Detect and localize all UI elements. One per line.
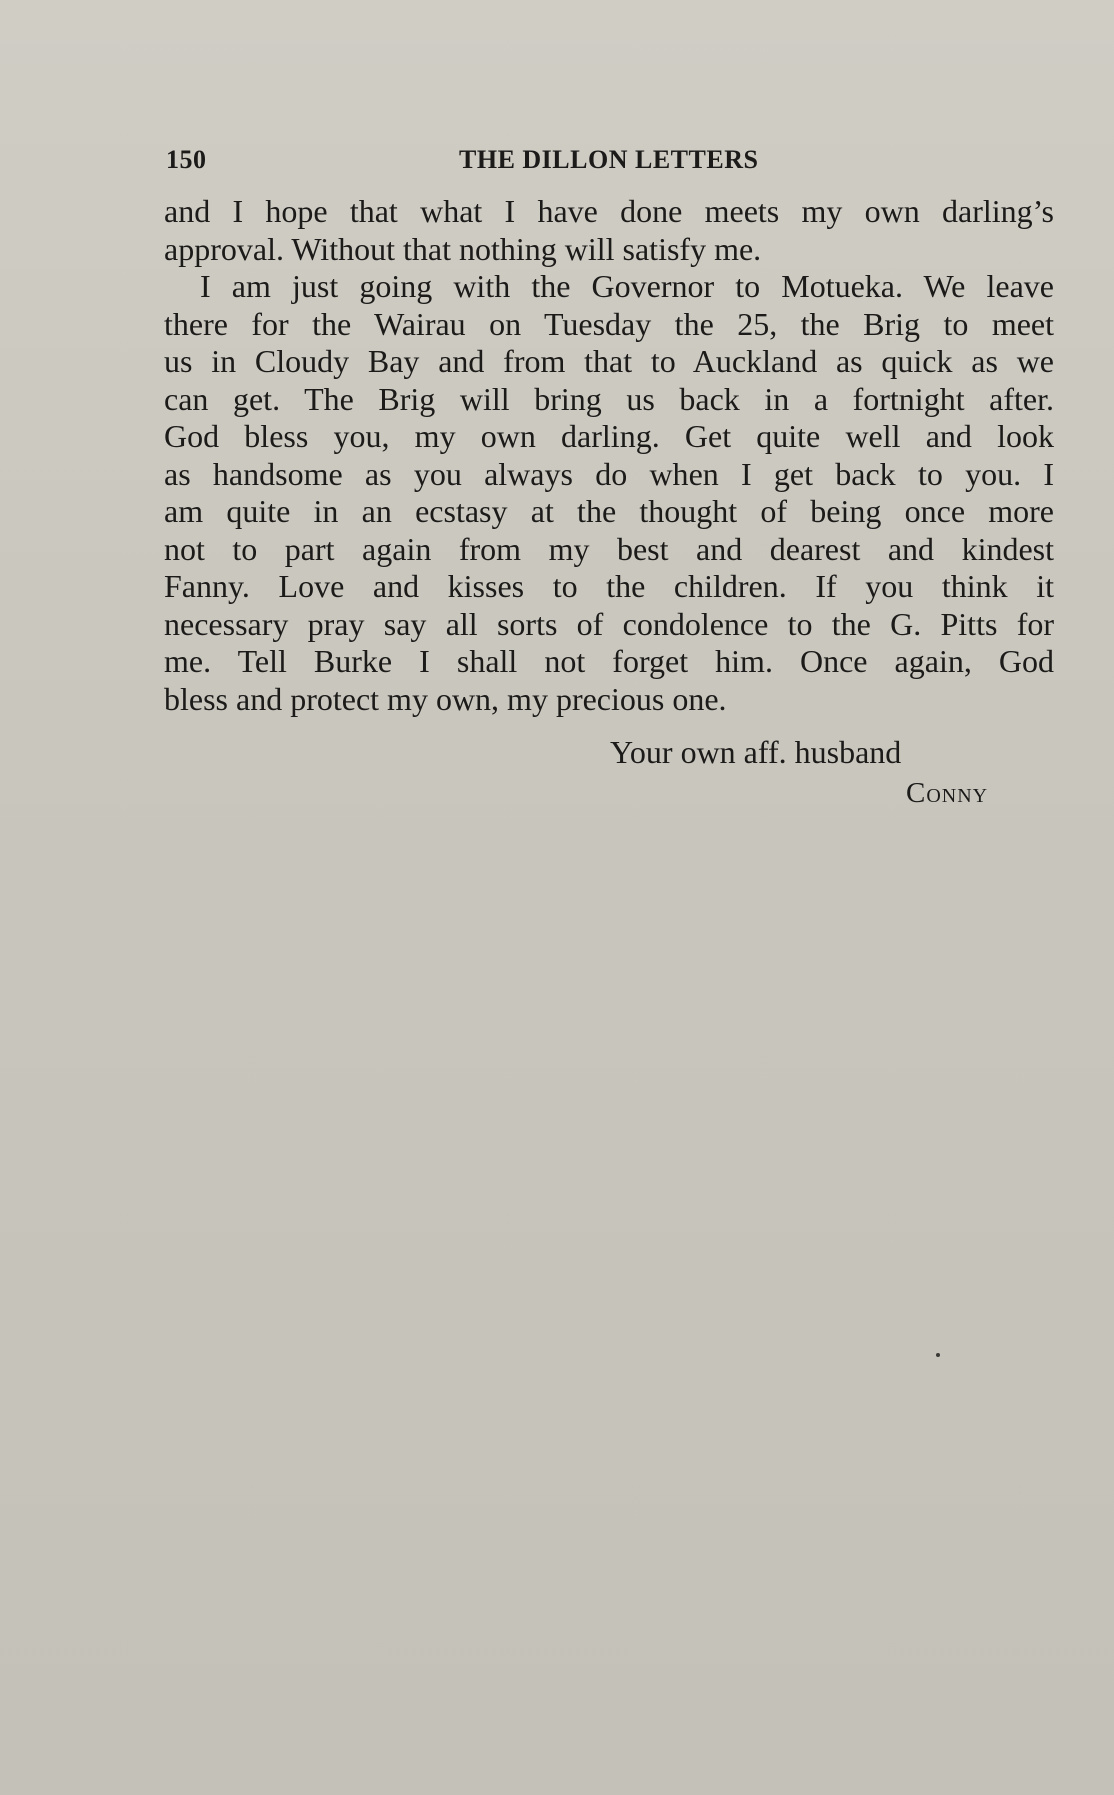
signature: Conny — [906, 777, 989, 809]
text-line: God bless you, my own darling. Get quite well and look — [164, 418, 1054, 454]
valediction: Your own aff. husband — [610, 734, 902, 770]
text-line: necessary pray say all sorts of condolence to the G. Pitts for — [164, 605, 1054, 642]
letter-body — [164, 193, 1054, 718]
text-line: approval. Without that nothing will satisfy me. — [164, 230, 762, 267]
running-head — [166, 142, 1056, 178]
text-line: Fanny. Love and kisses to the children. If you think it — [164, 568, 1054, 604]
text-line: bless and protect my own, my precious one. — [164, 680, 727, 717]
text-line: me. Tell Burke I shall not forget him. Once again, God — [164, 643, 1054, 679]
text-line: I am just going with the Governor to Motueka. We leave — [200, 268, 1054, 304]
text-line: can get. The Brig will bring us back in a fortnight after. — [164, 380, 1054, 417]
running-title: THE DILLON LETTERS — [459, 145, 759, 174]
text-line: not to part again from my best and dearest and kindest — [164, 530, 1054, 567]
text-line: there for the Wairau on Tuesday the 25, the Brig to meet — [164, 305, 1054, 342]
page-number: 150 — [166, 145, 207, 174]
text-line: us in Cloudy Bay and from that to Auckland as quick as we — [164, 343, 1054, 379]
text-line: as handsome as you always do when I get back to you. I — [164, 455, 1054, 492]
text-line: am quite in an ecstasy at the thought of being once more — [164, 493, 1054, 529]
paper-speck — [936, 1353, 940, 1357]
text-line: and I hope that what I have done meets my own darling’s — [164, 193, 1054, 229]
